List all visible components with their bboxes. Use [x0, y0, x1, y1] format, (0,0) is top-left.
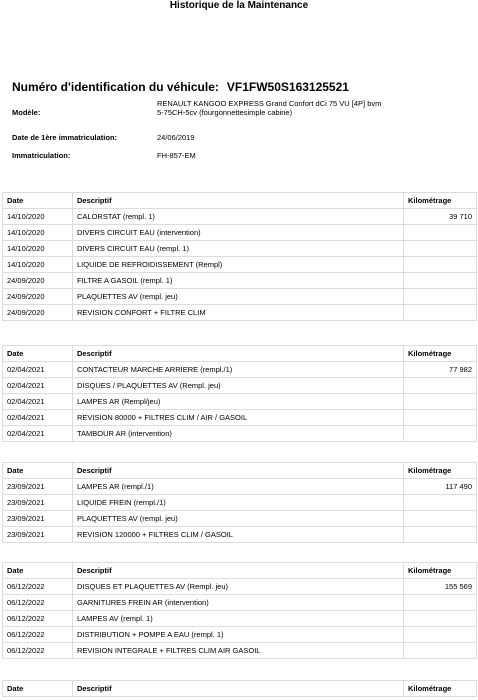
mileage-cell [404, 627, 477, 643]
date-cell: 14/10/2020 [3, 257, 73, 273]
description-cell: REVISION INTEGRALE + FILTRES CLIM AIR GASOIL [73, 643, 404, 659]
mileage-column-header: Kilométrage [404, 193, 477, 209]
description-column-header: Descriptif [73, 346, 404, 362]
table-header-row [3, 193, 477, 209]
date-cell: 23/09/2021 [3, 527, 73, 543]
maintenance-table [2, 192, 477, 321]
description-cell: GARNITURES FREIN AR (intervention) [73, 595, 404, 611]
mileage-cell [404, 305, 477, 321]
description-column-header: Descriptif [73, 463, 404, 479]
date-cell: 14/10/2020 [3, 225, 73, 241]
description-cell: LAMPES AV (rempl. 1) [73, 611, 404, 627]
vin-label: Numéro d'identification du véhicule: [12, 80, 219, 94]
registration-value: FH-857-EM [157, 151, 196, 160]
table-row [3, 225, 477, 241]
mileage-cell [404, 378, 477, 394]
mileage-cell: 117 490 [404, 479, 477, 495]
table-row [3, 527, 477, 543]
date-cell: 23/09/2021 [3, 479, 73, 495]
table-header-row [3, 346, 477, 362]
table-row [3, 511, 477, 527]
table-row [3, 627, 477, 643]
table-row [3, 394, 477, 410]
description-cell: DISQUES / PLAQUETTES AV (Rempl. jeu) [73, 378, 404, 394]
vin-heading [12, 80, 349, 94]
date-cell: 24/09/2020 [3, 273, 73, 289]
mileage-cell [404, 527, 477, 543]
table-row [3, 378, 477, 394]
mileage-cell [404, 289, 477, 305]
date-column-header: Date [3, 463, 73, 479]
description-cell: CALORSTAT (rempl. 1) [73, 209, 404, 225]
table-row [3, 410, 477, 426]
mileage-cell [404, 595, 477, 611]
date-cell: 24/09/2020 [3, 305, 73, 321]
table-row [3, 257, 477, 273]
date-cell: 23/09/2021 [3, 511, 73, 527]
date-cell: 02/04/2021 [3, 362, 73, 378]
description-cell: REVISION CONFORT + FILTRE CLIM [73, 305, 404, 321]
page-title: Historique de la Maintenance [169, 0, 309, 11]
first-registration-value: 24/06/2019 [157, 133, 195, 142]
mileage-cell [404, 495, 477, 511]
maintenance-table [2, 680, 477, 697]
mileage-column-header: Kilométrage [404, 563, 477, 579]
description-column-header: Descriptif [73, 681, 404, 697]
date-cell: 06/12/2022 [3, 595, 73, 611]
description-cell: REVISION 120000 + FILTRES CLIM / GASOIL [73, 527, 404, 543]
registration-label: Immatriculation: [12, 151, 71, 160]
date-cell: 24/09/2020 [3, 289, 73, 305]
date-cell: 06/12/2022 [3, 643, 73, 659]
mileage-cell [404, 257, 477, 273]
mileage-cell: 39 710 [404, 209, 477, 225]
table-row [3, 289, 477, 305]
mileage-cell [404, 394, 477, 410]
model-line-1: RENAULT KANGOO EXPRESS Grand Confort dCi 75 VU [4P] bvm [157, 99, 382, 108]
maintenance-table [2, 562, 477, 659]
mileage-cell [404, 426, 477, 442]
description-cell: FILTRE A GASOIL (rempl. 1) [73, 273, 404, 289]
date-cell: 02/04/2021 [3, 394, 73, 410]
description-cell: LAMPES AR (rempl./1) [73, 479, 404, 495]
mileage-cell [404, 241, 477, 257]
description-cell: DIVERS CIRCUIT EAU (rempl. 1) [73, 241, 404, 257]
table-header-row [3, 563, 477, 579]
description-column-header: Descriptif [73, 563, 404, 579]
mileage-column-header: Kilométrage [404, 681, 477, 697]
table-row [3, 305, 477, 321]
description-cell: DIVERS CIRCUIT EAU (intervention) [73, 225, 404, 241]
table-row [3, 611, 477, 627]
model-value [157, 99, 457, 117]
description-cell: DISQUES ET PLAQUETTES AV (Rempl. jeu) [73, 579, 404, 595]
table-row [3, 495, 477, 511]
table-row [3, 209, 477, 225]
description-cell: PLAQUETTES AV (rempl. jeu) [73, 511, 404, 527]
date-cell: 23/09/2021 [3, 495, 73, 511]
table-row [3, 241, 477, 257]
description-cell: TAMBOUR AR (intervention) [73, 426, 404, 442]
date-cell: 14/10/2020 [3, 209, 73, 225]
mileage-cell [404, 611, 477, 627]
table-row [3, 595, 477, 611]
description-cell: LIQUIDE DE REFROIDISSEMENT (Rempl) [73, 257, 404, 273]
description-column-header: Descriptif [73, 193, 404, 209]
date-cell: 06/12/2022 [3, 579, 73, 595]
mileage-cell [404, 643, 477, 659]
mileage-cell [404, 273, 477, 289]
mileage-column-header: Kilométrage [404, 346, 477, 362]
table-header-row [3, 463, 477, 479]
mileage-cell: 77 982 [404, 362, 477, 378]
description-cell: CONTACTEUR MARCHE ARRIERE (rempl./1) [73, 362, 404, 378]
description-cell: REVISION 80000 + FILTRES CLIM / AIR / GASOIL [73, 410, 404, 426]
mileage-cell [404, 410, 477, 426]
table-row [3, 479, 477, 495]
date-column-header: Date [3, 193, 73, 209]
date-cell: 06/12/2022 [3, 611, 73, 627]
description-cell: LIQUIDE FREIN (rempl./1) [73, 495, 404, 511]
date-cell: 02/04/2021 [3, 426, 73, 442]
first-registration-label: Date de 1ère immatriculation: [12, 133, 118, 142]
description-cell: LAMPES AR (Rempl/jeu) [73, 394, 404, 410]
description-cell: PLAQUETTES AV (rempl. jeu) [73, 289, 404, 305]
maintenance-table [2, 462, 477, 543]
date-cell: 06/12/2022 [3, 627, 73, 643]
vin-value: VF1FW50S163125521 [226, 80, 349, 94]
mileage-cell: 155 569 [404, 579, 477, 595]
table-row [3, 643, 477, 659]
model-line-2: 5-75CH-5cv (fourgonnettesimple cabine) [157, 108, 293, 117]
description-cell: DISTRIBUTION + POMPE A EAU (rempl. 1) [73, 627, 404, 643]
date-column-header: Date [3, 681, 73, 697]
date-cell: 02/04/2021 [3, 378, 73, 394]
date-cell: 14/10/2020 [3, 241, 73, 257]
mileage-column-header: Kilométrage [404, 463, 477, 479]
date-column-header: Date [3, 563, 73, 579]
table-row [3, 579, 477, 595]
model-label: Modèle: [12, 108, 41, 117]
table-header-row [3, 681, 477, 697]
table-row [3, 273, 477, 289]
date-cell: 02/04/2021 [3, 410, 73, 426]
date-column-header: Date [3, 346, 73, 362]
table-row [3, 426, 477, 442]
table-row [3, 362, 477, 378]
mileage-cell [404, 511, 477, 527]
maintenance-table [2, 345, 477, 442]
mileage-cell [404, 225, 477, 241]
